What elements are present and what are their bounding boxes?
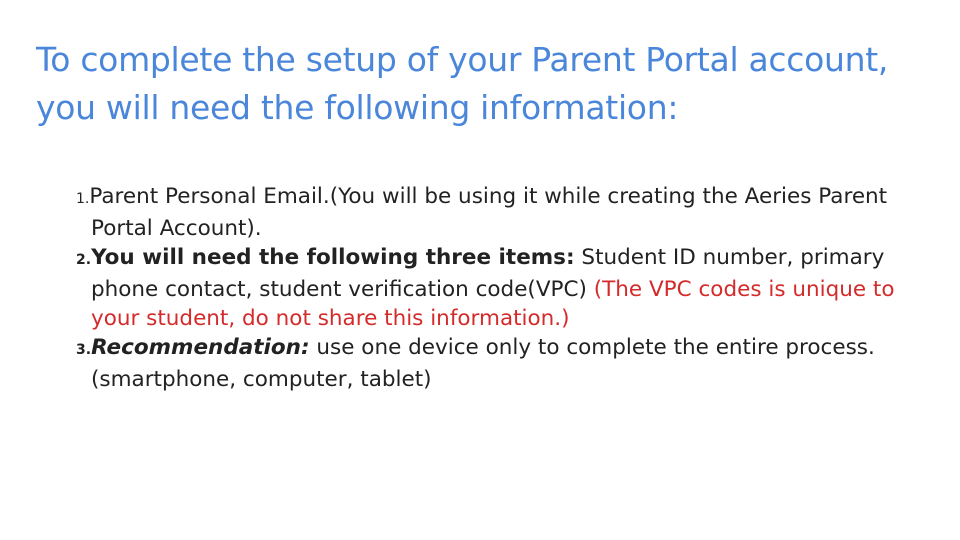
item-bold-lead: You will need the following three items: — [91, 245, 575, 270]
slide-title: To complete the setup of your Parent Portal account, you will need the following information: — [36, 40, 889, 127]
item-number: 2. — [76, 252, 92, 268]
list-item-three-items — [76, 243, 896, 333]
item-recommendation-lead: Recommendation: — [91, 335, 310, 360]
item-text: Student ID number, primary phone contact, student verification code(VPC) — [91, 245, 885, 302]
requirements-list — [76, 182, 896, 394]
list-item-recommendation — [76, 333, 896, 394]
item-text: use one device only to complete the entire process. (smartphone, computer, tablet) — [91, 335, 875, 392]
item-text: Parent Personal Email.(You will be using it while creating the Aeries Parent Portal Account). — [89, 184, 888, 241]
list-item-email — [76, 182, 896, 243]
item-number: 3. — [76, 342, 92, 358]
item-number: 1. — [76, 191, 90, 207]
vpc-warning: (The VPC codes is unique to your student, do not share this information.) — [91, 277, 895, 331]
